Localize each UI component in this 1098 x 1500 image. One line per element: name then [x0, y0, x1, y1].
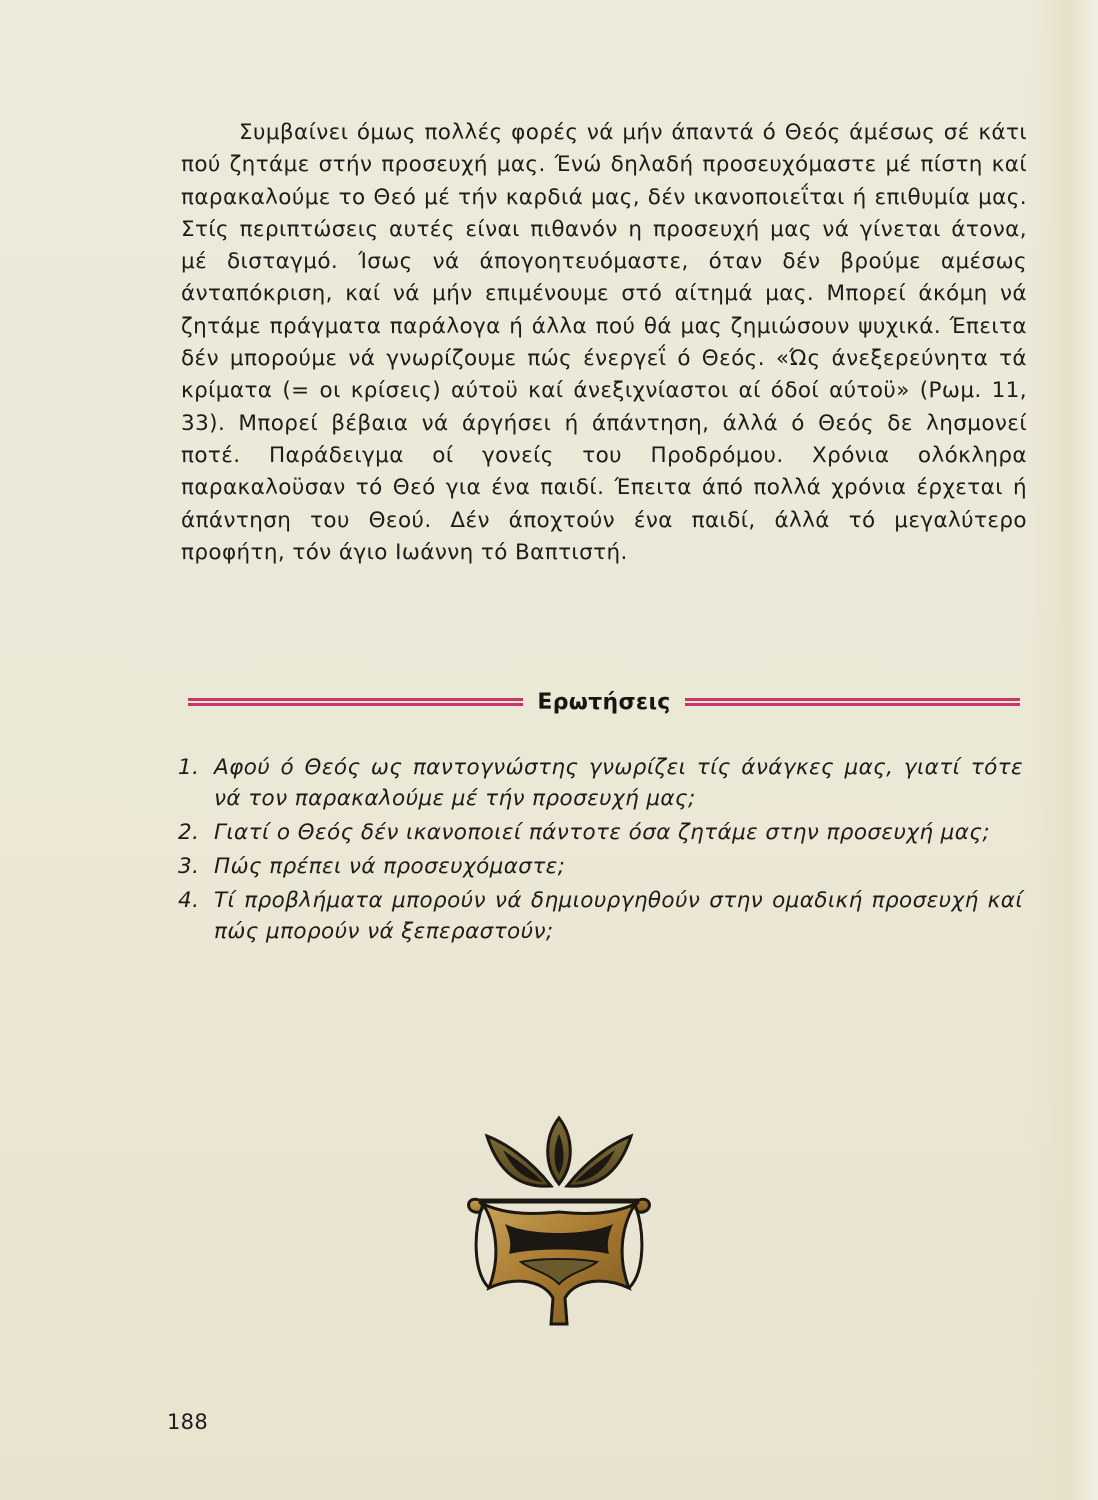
question-item — [178, 851, 1023, 882]
question-number: 4. — [178, 888, 200, 913]
body-paragraph: Συμβαίνει όμως πολλές φορές νά μήν άπαντά ό Θεός άμέσως σέ κάτι πού ζητάμε στήν προσευχή μας. Ένώ δηλαδή προσευχόμαστε μέ πίστη καί παρακαλούμε το Θεό μέ τήν καρδιά μας, δέν ικανοποιεΐται ή επιθυμία μας. Στίς περιπτώσεις αυτές είναι πιθανόν η προσευχή μας νά γίνεται άτονα, μέ δισταγμό. Ίσως νά άπογοητευόμαστε, όταν δέν βρούμε αμέσως άνταπόκριση, καί νά μήν επιμένουμε στό αίτημά μας. Μπορεί άκόμη νά ζητάμε πράγματα παράλογα ή άλλα πού θά μας ζημιώσουν ψυχικά. Έπειτα δέν μπορούμε νά γνωρίζουμε πώς ένεργεΐ ό Θεός. «Ώς άνεξερεύνητα τά κρίματα (= οι κρίσεις) αύτοϋ καί άνεξιχνίαστοι αί όδοί αύτοϋ» (Ρωμ. 11, 33). Μπορεί βέβαια νά άργήσει ή άπάντηση, άλλά ό Θεός δε λησμονεί ποτέ. Παράδειγμα οί γονείς του Προδρόμου. Χρόνια ολόκληρα παρακαλοϋσαν τό Θεό για ένα παιδί. Έπειτα άπό πολλά χρόνια έρχεται ή άπάντηση του Θεού. Δέν άποχτούν ένα παιδί, άλλά τό μεγαλύτερο προφήτη, τόν άγιο Ιωάννη τό Βαπτιστή. — [181, 120, 1027, 565]
questions-header — [188, 684, 1020, 720]
question-item — [178, 885, 1023, 947]
right-rule — [685, 698, 1020, 706]
question-text: Γιατί ο Θεός δέν ικανοποιεί πάντοτε όσα ζητάμε στην προσευχή μας; — [214, 820, 990, 845]
question-number: 1. — [178, 755, 200, 780]
questions-list — [178, 752, 1023, 950]
question-item — [178, 752, 1023, 814]
left-rule — [188, 698, 523, 706]
question-text: Τί προβλήματα μπορούν νά δημιουργηθούν στην ομαδική προσευχή καί πώς μπορούν νά ξεπεραστούν; — [214, 888, 1023, 944]
page-number: 188 — [167, 1410, 208, 1434]
questions-title: Ερωτήσεις — [537, 689, 671, 715]
question-item — [178, 817, 1023, 848]
question-number: 3. — [178, 854, 200, 879]
leaf-cross-ornament-icon — [459, 1112, 659, 1327]
question-text: Αφού ό Θεός ως παντογνώστης γνωρίζει τίς άνάγκες μας, γιατί τότε νά τον παρακαλούμε μέ τήν προσευχή μας; — [214, 755, 1023, 811]
question-number: 2. — [178, 820, 200, 845]
page-edge — [1028, 0, 1098, 1500]
question-text: Πώς πρέπει νά προσευχόμαστε; — [214, 854, 566, 879]
